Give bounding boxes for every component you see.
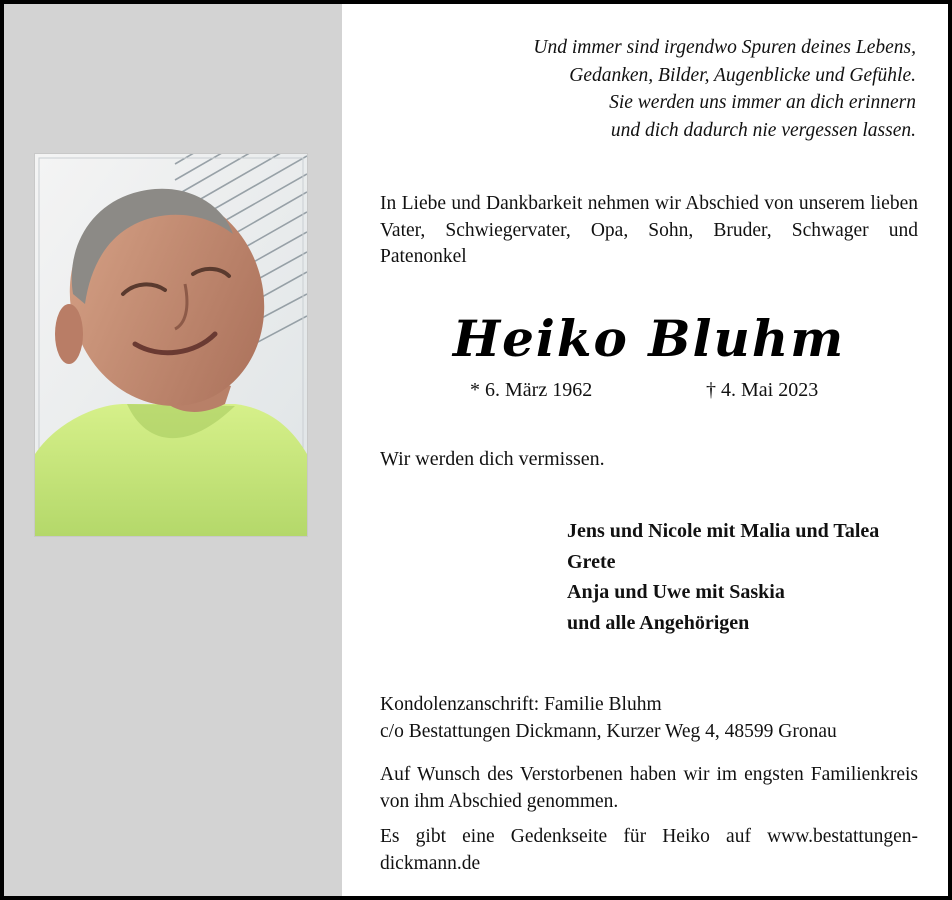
deceased-name: Heiko Bluhm: [452, 309, 846, 368]
poem-line: Sie werden uns immer an dich erinnern: [609, 92, 916, 113]
family-member: Jens und Nicole mit Malia und Talea: [567, 520, 880, 542]
poem-line: und dich dadurch nie vergessen lassen.: [610, 119, 916, 141]
family-list: [567, 516, 879, 638]
left-gray-band: [4, 4, 342, 896]
memorial-link-text: Es gibt eine Gedenkseite für Heiko auf www.bestattungen-dickmann.de: [380, 826, 918, 874]
address-line: c/o Bestattungen Dickmann, Kurzer Weg 4, 48599 Gronau: [380, 720, 837, 742]
family-member: Grete: [567, 550, 616, 573]
family-member: Anja und Uwe mit Saskia: [567, 581, 785, 603]
poem-line: Gedanken, Bilder, Augenblicke und Gefühle.: [569, 64, 916, 86]
intro-text: In Liebe und Dankbarkeit nehmen wir Abschied von unserem lieben Vater, Schwiegervater, Opa, Sohn, Bruder, Schwager und Patenonkel: [380, 193, 918, 267]
portrait-photo-icon: [35, 154, 307, 536]
wish-text: Auf Wunsch des Verstorbenen haben wir im engsten Familienkreis von ihm Abschied genommen.: [380, 764, 918, 812]
address-line: Kondolenzanschrift: Familie Bluhm: [380, 694, 662, 715]
death-date: † 4. Mai 2023: [706, 379, 819, 401]
condolence-address: [380, 692, 920, 745]
birth-date: * 6. März 1962: [470, 379, 593, 401]
poem: [396, 34, 916, 144]
family-member: und alle Angehörigen: [567, 611, 750, 634]
poem-line: Und immer sind irgendwo Spuren deines Lebens,: [533, 37, 916, 58]
closing-text: Wir werden dich vermissen.: [380, 448, 605, 470]
